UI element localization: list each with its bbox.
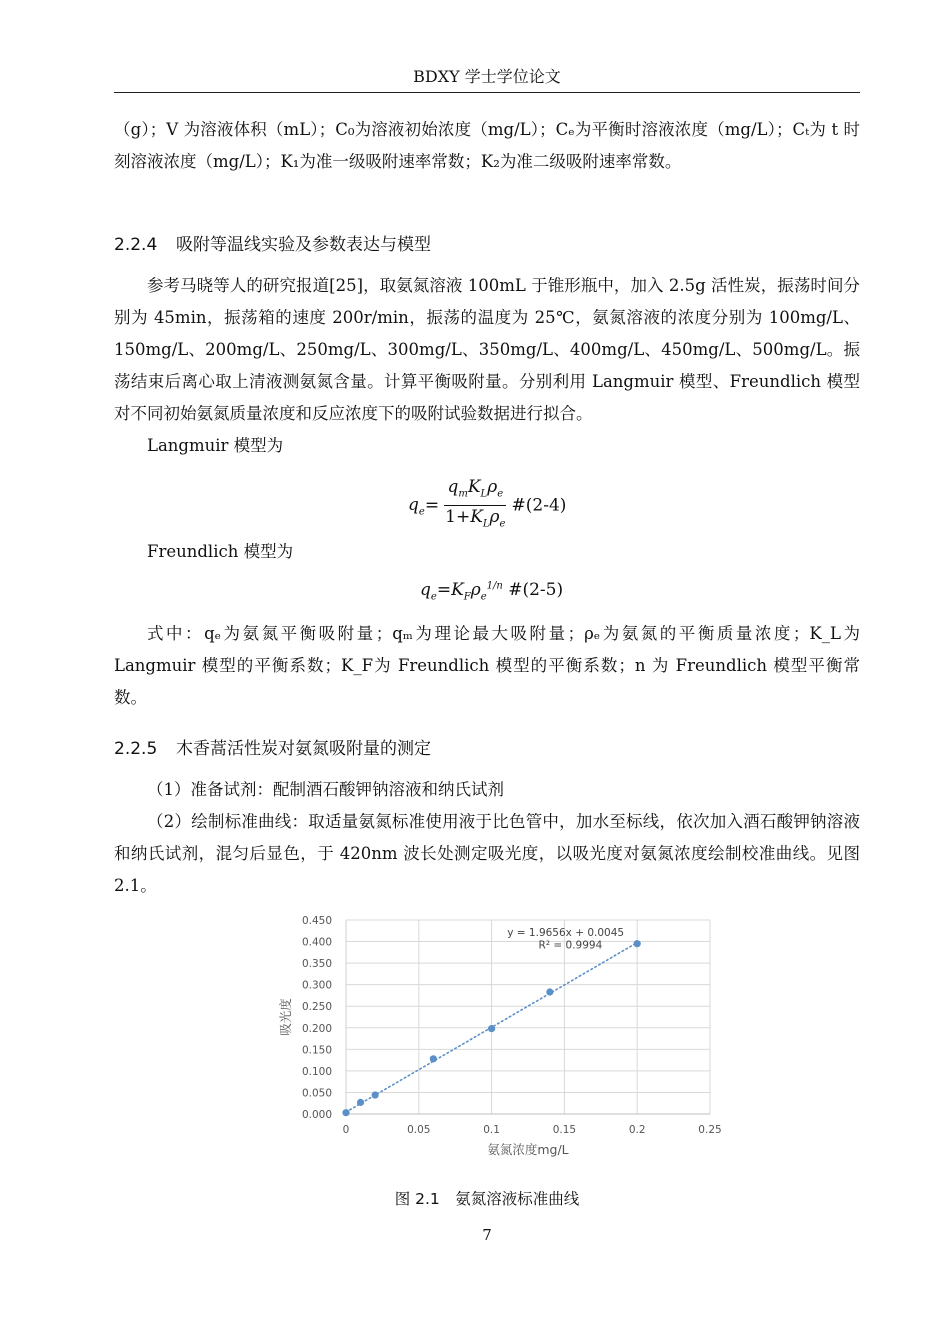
y-tick-label: 0.300	[301, 979, 332, 992]
y-tick-label: 0.150	[301, 1044, 332, 1057]
freundlich-equation: $q_e=K_F\rho_e^{1/n}$ #(2-5)	[420, 580, 564, 603]
x-axis-label: 氨氮浓度mg/L	[487, 1142, 569, 1157]
figure-caption: 图 2.1 氨氮溶液标准曲线	[394, 1190, 580, 1208]
data-point	[546, 988, 553, 995]
y-tick-label: 0.000	[301, 1109, 332, 1121]
data-point	[488, 1025, 495, 1032]
x-tick-labels	[343, 1124, 722, 1136]
y-tick-label: 0.250	[301, 1001, 332, 1014]
step-1: （1）准备试剂：配制酒石酸钾钠溶液和纳氏试剂	[147, 780, 504, 799]
section-title: 吸附等温线实验及参数表达与模型	[176, 235, 431, 255]
page-number: 7	[482, 1226, 492, 1244]
langmuir-label: Langmuir 模型为	[147, 436, 284, 455]
data-point	[342, 1109, 349, 1116]
section-heading-2-2-5	[114, 736, 860, 762]
section-heading-2-2-4	[114, 232, 860, 258]
trendline-r2: R² = 0.9994	[538, 939, 603, 952]
y-axis-label: 吸光度	[278, 998, 293, 1036]
trendline-equation: y = 1.9656x + 0.0045	[507, 926, 625, 939]
y-tick-label: 0.400	[301, 936, 332, 949]
x-tick-label: 0.25	[698, 1124, 722, 1136]
y-tick-label: 0.450	[301, 915, 332, 927]
x-tick-label: 0.2	[628, 1124, 646, 1136]
x-tick-label: 0.15	[552, 1124, 577, 1136]
axes	[346, 920, 710, 1114]
x-tick-label: 0.05	[407, 1124, 431, 1136]
langmuir-equation: $q_e=$ $\frac{q_mK_L\rho_e}{1+K_L\rho_e}$ #(2-4)	[408, 477, 567, 530]
section-title: 木香蒿活性炭对氨氮吸附量的测定	[176, 739, 431, 759]
y-tick-labels	[302, 915, 332, 1121]
y-tick-label: 0.200	[301, 1022, 332, 1035]
header-rule	[114, 92, 860, 93]
y-tick-label: 0.350	[301, 958, 332, 971]
section-number: 2.2.5	[114, 739, 158, 759]
y-tick-label: 0.050	[301, 1087, 332, 1100]
data-point	[634, 940, 641, 947]
x-tick-label: 0	[342, 1124, 350, 1136]
intro-paragraph: （g）；V 为溶液体积（mL）；C₀为溶液初始浓度（mg/L）；Cₑ为平衡时溶液浓度（mg/L）；Cₜ为 t 时刻溶液浓度（mg/L）；K₁为准一级吸附速率常数；K₂为准二级吸附速率常数。	[114, 120, 860, 171]
equation-tag: #(2-5)	[508, 580, 564, 600]
equation-tag: #(2-4)	[511, 495, 567, 516]
running-header: BDXY 学士学位论文	[413, 67, 561, 86]
x-tick-label: 0.1	[483, 1124, 500, 1136]
step-2: （2）绘制标准曲线：取适量氨氮标准使用液于比色管中，加水至标线，依次加入酒石酸钾钠溶液和纳氏试剂，混匀后显色，于 420nm 波长处测定吸光度，以吸光度对氨氮浓度绘制校准曲线。见图2.1。	[114, 812, 860, 895]
section-2-2-4-paragraph: 参考马晓等人的研究报道[25]，取氨氮溶液 100mL 于锥形瓶中，加入 2.5g 活性炭，振荡时间分别为 45min，振荡箱的速度 200r/min，振荡的温度为 25℃，氨氮溶液的浓度分别为 100mg/L、150mg/L、200mg/L、250mg/L、300mg/L、350mg/L、400mg/L、450mg/L、500mg/L。振荡结束后离心取上清液测氨氮含量。计算平衡吸附量。分别利用 Langmuir 模型、Freundlich 模型对不同初始氨氮质量浓度和反应浓度下的吸附试验数据进行拟合。	[114, 276, 860, 423]
standard-curve-chart	[270, 906, 730, 1166]
grid-lines	[346, 920, 710, 1114]
symbol-notes: 式中：qₑ为氨氮平衡吸附量；qₘ为理论最大吸附量；ρₑ为氨氮的平衡质量浓度；K_L为 Langmuir 模型的平衡系数；K_F为 Freundlich 模型的平衡系数；n 为 Freundlich 模型平衡常数。	[114, 624, 860, 707]
data-point	[430, 1055, 437, 1062]
freundlich-label: Freundlich 模型为	[147, 542, 294, 561]
y-tick-label: 0.100	[301, 1065, 332, 1078]
data-point	[372, 1091, 379, 1098]
data-point	[357, 1099, 364, 1106]
section-number: 2.2.4	[114, 235, 158, 255]
